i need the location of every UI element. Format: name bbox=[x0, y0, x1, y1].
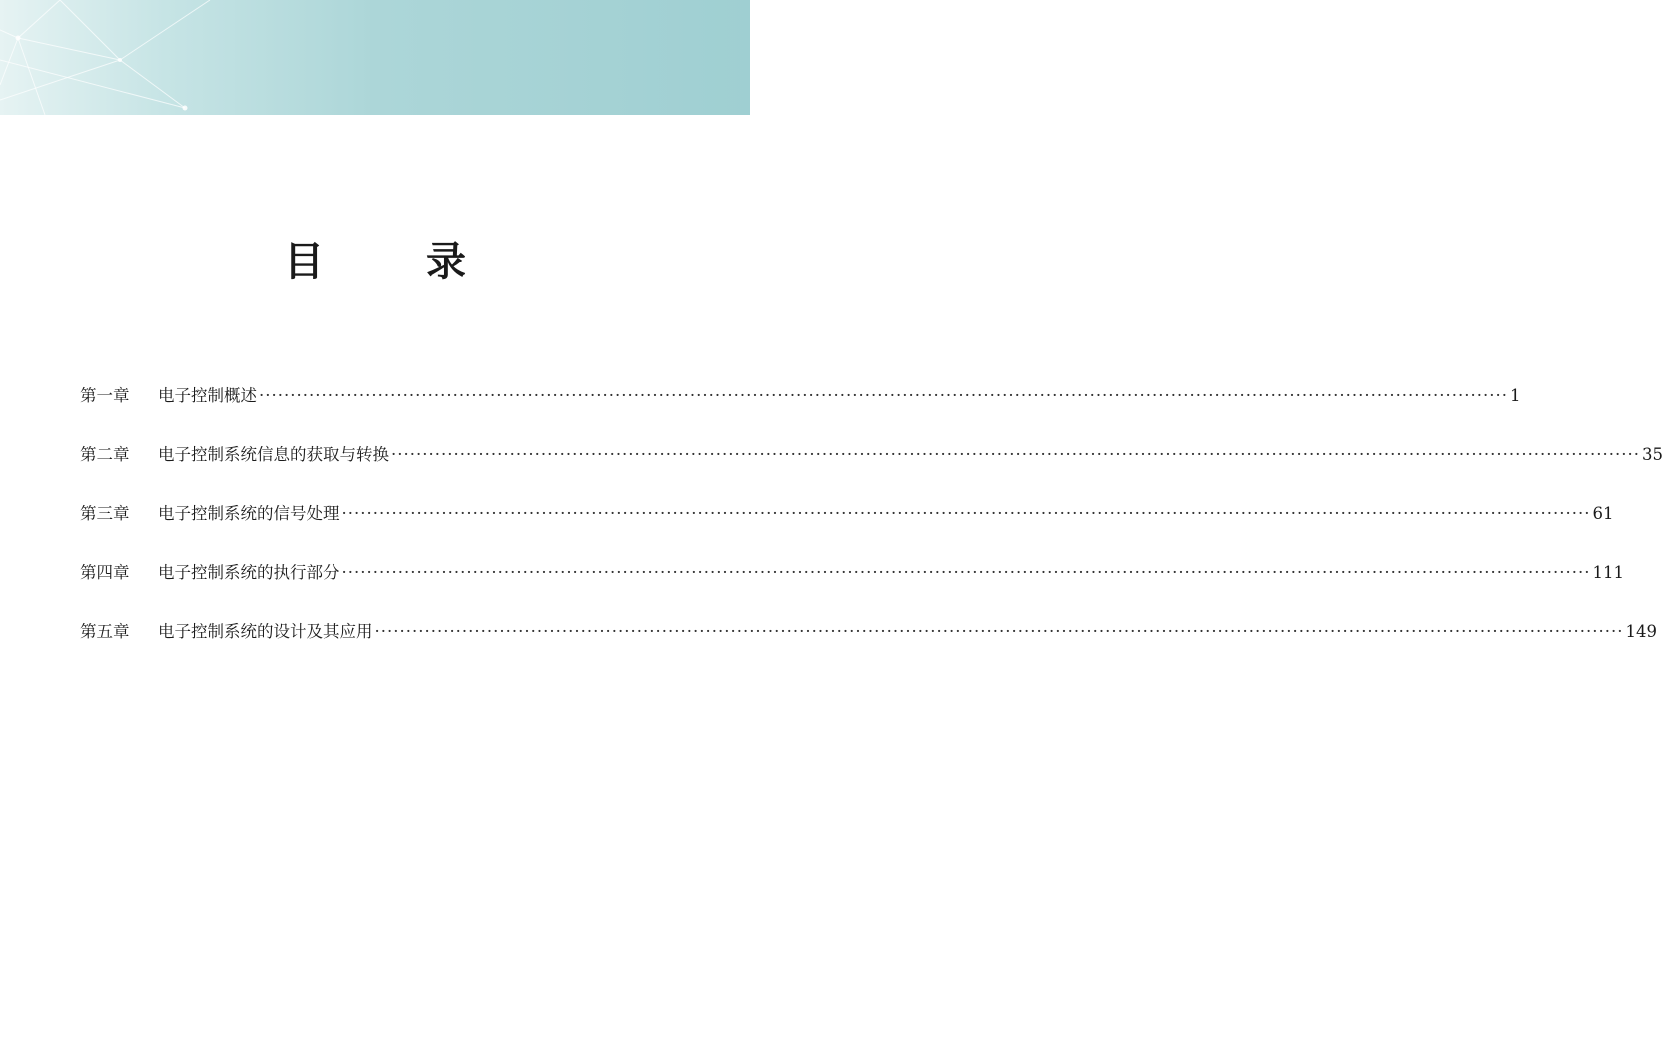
toc-entry-4[interactable] bbox=[80, 561, 1624, 620]
toc-chapter-title: 电子控制系统的信号处理 bbox=[158, 504, 340, 523]
toc-chapter-title: 电子控制系统信息的获取与转换 bbox=[158, 445, 389, 464]
toc-dot-leader: ········································································································································································································ bbox=[391, 445, 1640, 464]
toc-page-number: 111 bbox=[1592, 563, 1624, 582]
toc-chapter-number: 第三章 bbox=[80, 504, 130, 523]
table-of-contents bbox=[80, 384, 1663, 679]
toc-entry-2[interactable] bbox=[80, 443, 1663, 502]
toc-dot-leader: ········································································································································································································ bbox=[341, 504, 1591, 523]
toc-chapter-number: 第四章 bbox=[80, 563, 130, 582]
toc-chapter-title: 电子控制系统的执行部分 bbox=[158, 563, 340, 582]
page-title: 目 录 bbox=[284, 239, 510, 285]
toc-entry-3[interactable] bbox=[80, 502, 1614, 561]
toc-chapter-title: 电子控制概述 bbox=[158, 386, 257, 405]
toc-dot-leader: ········································································································································································································ bbox=[374, 622, 1624, 641]
toc-chapter-title: 电子控制系统的设计及其应用 bbox=[158, 622, 373, 641]
toc-chapter-number: 第一章 bbox=[80, 386, 130, 405]
toc-page-number: 1 bbox=[1509, 386, 1521, 405]
toc-chapter-number: 第二章 bbox=[80, 445, 130, 464]
toc-dot-leader: ········································································································································································································ bbox=[341, 563, 1591, 582]
network-lines-decoration bbox=[0, 0, 750, 115]
toc-page-number: 61 bbox=[1592, 504, 1614, 523]
toc-dot-leader: ········································································································································································································ bbox=[259, 386, 1508, 405]
toc-page-number: 149 bbox=[1625, 622, 1657, 641]
toc-entry-5[interactable] bbox=[80, 620, 1657, 679]
toc-entry-1[interactable] bbox=[80, 384, 1521, 443]
toc-page-number: 35 bbox=[1641, 445, 1663, 464]
toc-chapter-number: 第五章 bbox=[80, 622, 130, 641]
header-banner bbox=[0, 0, 750, 115]
